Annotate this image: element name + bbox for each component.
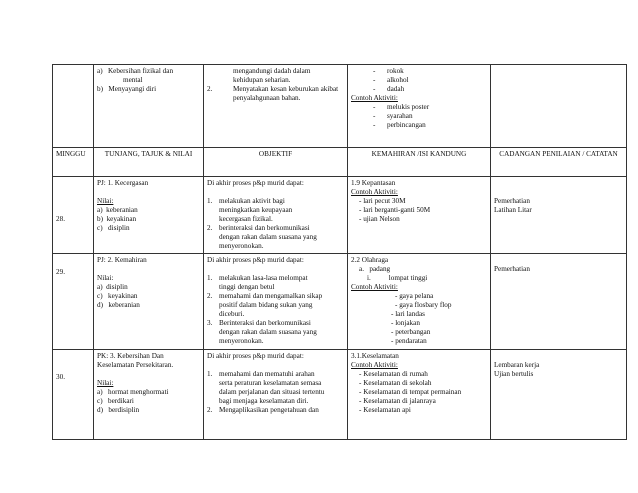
tunjang-cell (94, 177, 204, 254)
header-minggu: MINGGU (53, 148, 94, 177)
activity-item: - Keselamatan di jalanraya (359, 397, 436, 405)
cadangan-cell (491, 350, 627, 440)
kemahiran-title: 1.9 Kepantasan (351, 179, 396, 187)
activity-title: Contoh Aktiviti: (351, 283, 398, 291)
objektif-cell (204, 254, 348, 350)
table-row (53, 254, 627, 350)
activity-item: - Keselamatan di sekolah (359, 379, 432, 387)
kemahiran-sub: i. lompat tinggi (367, 274, 428, 282)
cadangan-cell (491, 177, 627, 254)
nilai-label: Nilai: (97, 197, 114, 205)
objektif-item: 2. memahami dan mengamalkan sikap positif dalam bidang sukan yang diceburi. (207, 292, 323, 318)
week-cell (53, 254, 94, 350)
rpt-table (52, 64, 627, 440)
objektif-intro: Di akhir proses p&p murid dapat: (207, 256, 304, 264)
activity-item: - lonjakan (391, 319, 420, 327)
kemahiran-cell (348, 177, 491, 254)
activity-item: - lari landas (391, 310, 425, 318)
cadangan-item: Latihan Litar (494, 206, 532, 214)
cadangan-cell (491, 254, 627, 350)
nilai-item: d) keberanian (97, 301, 140, 309)
activity-item: - Keselamatan di tempat permainan (359, 388, 462, 396)
header-tunjang: TUNJANG, TAJUK & NILAI (94, 148, 204, 177)
cadangan-item: Lembaran kerja (494, 361, 540, 369)
week-cell (53, 350, 94, 440)
cont-nilai-a: a) Kebersihan fizikal dan (97, 67, 174, 75)
cont-activity: - melukis poster (373, 103, 430, 111)
activity-item: - gaya pelana (395, 292, 434, 300)
activity-item: - ujian Nelson (359, 215, 400, 223)
tunjang-title: PJ: 1. Kecergasan (97, 179, 149, 187)
cont-item: - rokok (373, 67, 404, 75)
objektif-item: 2. Mengaplikasikan pengetahuan dan (207, 406, 319, 414)
continuation-row (53, 65, 627, 148)
objektif-item: 2. berinteraksi dan berkomunikasi dengan rakan dalam suasana yang menyeronokan. (207, 224, 317, 250)
cont-nilai-b: b) Menyayangi diri (97, 85, 157, 93)
nilai-item: a) hormat menghormati (97, 388, 169, 396)
cont-activity-title: Contoh Aktiviti: (351, 94, 398, 102)
nilai-label: Nilai: (97, 379, 114, 387)
nilai-label: Nilai: (97, 274, 114, 282)
objektif-cell (204, 177, 348, 254)
objektif-intro: Di akhir proses p&p murid dapat: (207, 352, 304, 360)
objektif-intro: Di akhir proses p&p murid dapat: (207, 179, 304, 187)
nilai-item: a) disiplin (97, 283, 128, 291)
header-cadangan: CADANGAN PENILAIAN / CATATAN (491, 148, 627, 177)
cont-item: - alkohol (373, 76, 409, 84)
cont-obj-line: kehidupan seharian. (233, 76, 291, 84)
tunjang-title: PJ: 2. Kemahiran (97, 256, 147, 264)
kemahiran-cell (348, 350, 491, 440)
cadangan-item: Pemerhatian (494, 265, 530, 273)
activity-item: - Keselamatan api (359, 406, 411, 414)
cont-nilai-a2: mental (123, 76, 143, 84)
cont-obj-line: penyalahgunaan bahan. (233, 94, 301, 102)
header-kemahiran: KEMAHIRAN /ISI KANDUNG (348, 148, 491, 177)
cont-cadangan-cell (491, 65, 627, 148)
activity-item: - gaya flosbary flop (395, 301, 452, 309)
cont-activity: - perbincangan (373, 121, 426, 129)
nilai-item: d) berdisiplin (97, 406, 140, 414)
objektif-item: 1. melakukan aktivit bagi meningkatkan keupayaan kecergasan fizikal. (207, 197, 293, 223)
activity-title: Contoh Aktiviti: (351, 361, 398, 369)
objektif-item: 1. melakukan lasa-lasa melompat tinggi dengan betul (207, 274, 308, 291)
tunjang-cell (94, 350, 204, 440)
cont-objektif-cell (204, 65, 348, 148)
cont-obj-line: mengandungi dadah dalam (233, 67, 311, 75)
table-row (53, 350, 627, 440)
table-row (53, 177, 627, 254)
activity-item: - lari berganti-ganti 50M (359, 206, 431, 214)
cont-tunjang-cell (94, 65, 204, 148)
cont-obj-line: Menyatakan kesan keburukan akibat (233, 85, 339, 93)
header-row (53, 148, 627, 177)
nilai-item: c) keyakinan (97, 292, 138, 300)
activity-item: - peterbangan (391, 328, 431, 336)
week-cell (53, 177, 94, 254)
week-number: 28. (56, 215, 65, 223)
tunjang-title: Keselamatan Persekitaran. (97, 361, 174, 369)
nilai-item: a) keberanian (97, 206, 138, 214)
nilai-item: c) disiplin (97, 224, 130, 232)
header-objektif: OBJEKTIF (204, 148, 348, 177)
kemahiran-cell (348, 254, 491, 350)
kemahiran-sub: a. padang (359, 265, 391, 273)
kemahiran-title: 2.2 Olahraga (351, 256, 389, 264)
activity-item: - lari pecut 30M (359, 197, 406, 205)
cont-week-cell (53, 65, 94, 148)
activity-title: Contoh Aktiviti: (351, 188, 398, 196)
tunjang-title: PK: 3. Kebersihan Dan (97, 352, 164, 360)
kemahiran-title: 3.1.Keselamatan (351, 352, 399, 360)
cont-kemahiran-cell (348, 65, 491, 148)
week-number: 30. (56, 373, 65, 381)
objektif-item: 1. memahami dan mematuhi arahan serta peraturan keselamatan semasa dalam perjalanan dan situasi tertentu bagi menjaga keselamatan diri. (207, 370, 325, 405)
nilai-item: b) keyakinan (97, 215, 137, 223)
cadangan-item: Ujian bertulis (494, 370, 534, 378)
objektif-cell (204, 350, 348, 440)
objektif-item: 3. Berinteraksi dan berkomunikasi dengan rakan dalam suasana yang menyeronokan. (207, 319, 317, 345)
cont-obj-num: 2. (207, 85, 213, 93)
tunjang-cell (94, 254, 204, 350)
activity-item: - pendaratan (391, 337, 427, 345)
cadangan-item: Pemerhatian (494, 197, 530, 205)
cont-activity: - syarahan (373, 112, 413, 120)
activity-item: - Keselamatan di rumah (359, 370, 428, 378)
week-number: 29. (56, 268, 65, 276)
nilai-item: c) berdikari (97, 397, 134, 405)
cont-item: - dadah (373, 85, 405, 93)
